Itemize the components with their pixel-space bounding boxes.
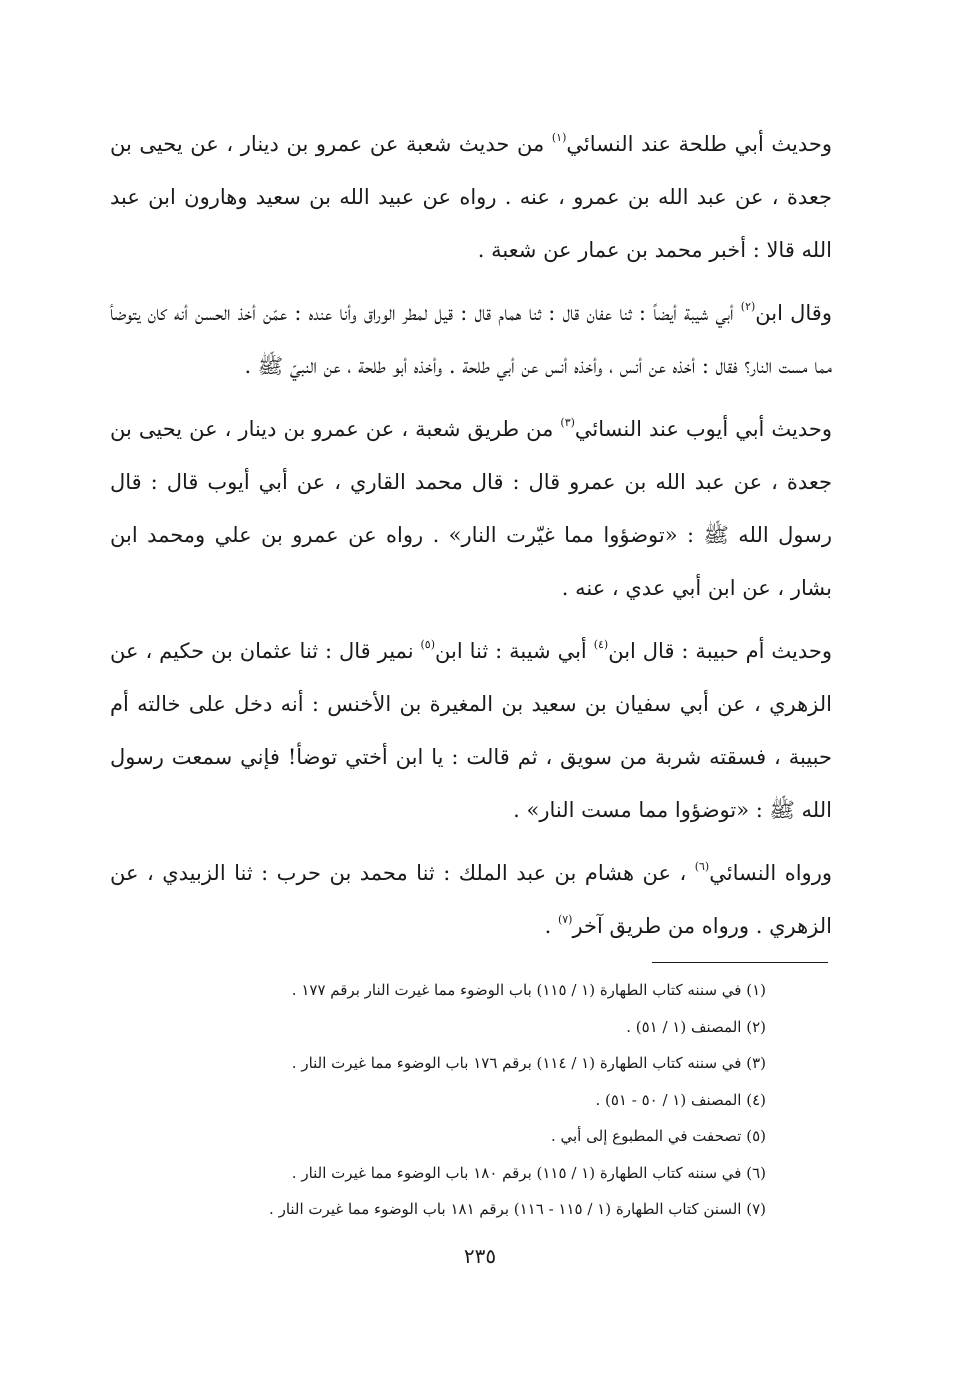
footnote-ref-3: (٣) (560, 416, 575, 429)
text-run: ، عن هشام بن عبد الملك : ثنا محمد بن حرب : ثنا الزبيدي ، عن الزهري . ورواه من طريق آخر (110, 861, 832, 938)
footnote-ref-2: (٢) (740, 300, 756, 313)
footnote-separator (652, 962, 828, 963)
paragraph-abu-talha (110, 118, 832, 277)
text-run: وحديث أم حبيبة : قال ابن (608, 639, 832, 663)
paragraph-nasai-hisham (110, 847, 832, 953)
footnote-4: (٤) المصنف (١ / ٥٠ - ٥١) . (595, 1090, 766, 1109)
text-run: ورواه النسائي (709, 861, 832, 885)
footnotes (180, 972, 766, 1228)
footnote-1: (١) في سننه كتاب الطهارة (١ / ١١٥) باب الوضوء مما غيرت النار برقم ١٧٧ . (291, 981, 766, 999)
text-run: وحديث أبي أيوب عند النسائي (574, 417, 833, 441)
text-run: أبي شيبة : ثنا ابن (435, 639, 594, 663)
paragraph-ibn-abi-shaiba (110, 287, 832, 393)
footnote-3: (٣) في سننه كتاب الطهارة (١ / ١١٤) برقم ١٧٦ باب الوضوء مما غيرت النار . (291, 1054, 766, 1072)
footnote-5: (٥) تصحفت في المطبوع إلى أبي . (550, 1127, 766, 1145)
footnote-ref-1: (١) (551, 131, 567, 144)
text-run: من طريق شعبة ، عن عمرو بن دينار ، عن يحيى بن جعدة ، عن عبد الله بن عمرو قال : قال محمد القاري ، عن أبي أيوب قال : قال رسول الله ﷺ : «توضؤوا مما غيّرت النار» . رواه عن عمرو بن علي ومحمد ابن بشار ، عن ابن أبي عدي ، عنه . (110, 417, 832, 600)
text-run: . (544, 914, 558, 938)
text-run: أبي شيبة أيضاً : ثنا عفان قال : ثنا همام قال : قيل لمطر الوراق وأنا عنده : عمّن أخذ الحسن أنه كان يتوضأ مما مست النار؟ فقال : أخذه عن أنس ، وأخذه أنس عن أبي طلحة . وأخذه أبو طلحة ، عن النبيّ ﷺ . (110, 301, 832, 378)
footnote-ref-6: (٦) (694, 860, 710, 873)
main-text (110, 118, 832, 963)
footnote-ref-4: (٤) (593, 638, 609, 651)
text-run: نمير قال : ثنا عثمان بن حكيم ، عن الزهري ، عن أبي سفيان بن سعيد بن المغيرة بن الأخنس : أنه دخل على خالته أم حبيبة ، فسقته شربة من سويق ، ثم قالت : يا ابن أختي توضأ! فإني سمعت رسول الله ﷺ : «توضؤوا مما مست النار» . (110, 639, 832, 822)
page-number: ٢٣٥ (463, 1244, 497, 1268)
paragraph-umm-habiba (110, 625, 832, 837)
text-run: وحديث أبي طلحة عند النسائي (566, 132, 833, 156)
footnote-ref-7: (٧) (557, 913, 573, 926)
paragraph-abu-ayyub (110, 403, 832, 615)
footnote-2: (٢) المصنف (١ / ٥١) . (626, 1017, 766, 1036)
text-run: من حديث شعبة عن عمرو بن دينار ، عن يحيى بن جعدة ، عن عبد الله بن عمرو ، عنه . رواه عن عبيد الله بن سعيد وهارون ابن عبد الله قالا : أخبر محمد بن عمار عن شعبة . (110, 132, 832, 262)
footnote-7: (٧) السنن كتاب الطهارة (١ / ١١٥ - ١١٦) برقم ١٨١ باب الوضوء مما غيرت النار . (269, 1200, 766, 1218)
text-run: وقال ابن (755, 301, 832, 325)
footnote-ref-5: (٥) (420, 638, 435, 651)
footnote-6: (٦) في سننه كتاب الطهارة (١ / ١١٥) برقم ١٨٠ باب الوضوء مما غيرت النار . (291, 1163, 766, 1182)
